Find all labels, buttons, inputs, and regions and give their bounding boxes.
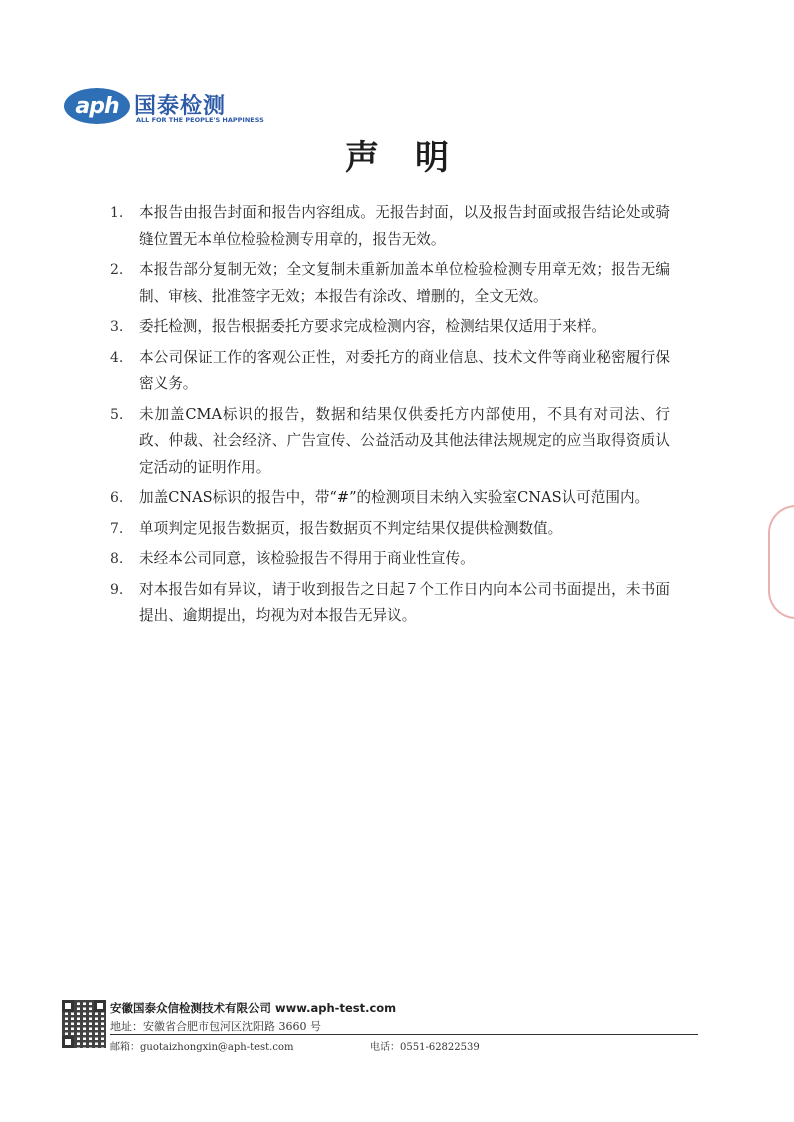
- list-item: [110, 257, 670, 310]
- item-number: 6.: [110, 490, 124, 506]
- item-number: 4.: [110, 349, 124, 366]
- item-number: 8.: [110, 551, 124, 567]
- list-item: [110, 546, 670, 573]
- item-number: 3.: [110, 319, 124, 335]
- item-number: 1.: [110, 205, 124, 221]
- item-text: 未经本公司同意，该检验报告不得用于商业性宣传。: [139, 550, 475, 567]
- item-text: 单项判定见报告数据页，报告数据页不判定结果仅提供检测数值。: [139, 519, 563, 537]
- footer-email: 邮箱：guotaizhongxin@aph-test.com: [110, 1042, 294, 1053]
- footer: [62, 998, 702, 1058]
- page-title: 声明: [345, 138, 485, 178]
- item-text: 加盖CNAS标识的报告中，带“#”的检测项目未纳入实验室CNAS认可范围内。: [139, 489, 650, 506]
- declaration-list: [110, 200, 670, 634]
- company-logo: [64, 88, 284, 128]
- qr-code: [62, 1000, 106, 1048]
- item-number: 9.: [110, 581, 124, 598]
- item-text: 本报告由报告封面和报告内容组成。无报告封面，以及报告封面或报告结论处或骑缝位置无本单位检验检测专用章的，报告无效。: [139, 204, 670, 248]
- logo-slogan: ALL FOR THE PEOPLE'S HAPPINESS: [136, 116, 264, 124]
- item-text: 本报告部分复制无效；全文复制未重新加盖本单位检验检测专用章无效；报告无编制、审核、批准签字无效；本报告有涂改、增删的，全文无效。: [139, 261, 670, 305]
- footer-address: 地址：安徽省合肥市包河区沈阳路 3660 号: [110, 1020, 321, 1033]
- item-number: 2.: [110, 262, 124, 278]
- list-item: [110, 200, 670, 253]
- item-text: 委托检测，报告根据委托方要求完成检测内容，检测结果仅适用于来样。: [139, 318, 607, 335]
- item-text: 对本报告如有异议，请于收到报告之日起７个工作日内向本公司书面提出，未书面提出、逾期提出，均视为对本报告无异议。: [139, 580, 670, 624]
- list-item: [110, 314, 670, 341]
- list-item: [110, 516, 670, 543]
- list-item: [110, 485, 670, 512]
- seal-stamp-edge: [768, 505, 794, 619]
- list-item: [110, 345, 670, 398]
- list-item: [110, 402, 670, 482]
- list-item: [110, 577, 670, 630]
- item-number: 7.: [110, 520, 124, 537]
- logo-mark: aph: [64, 88, 130, 124]
- item-text: 未加盖CMA标识的报告，数据和结果仅供委托方内部使用，不具有对司法、行政、仲裁、社会经济、广告宣传、公益活动及其他法律法规规定的应当取得资质认定活动的证明作用。: [139, 405, 670, 476]
- logo-name: 国泰检测: [134, 94, 227, 119]
- item-text: 本公司保证工作的客观公正性，对委托方的商业信息、技术文件等商业秘密履行保密义务。: [139, 348, 670, 392]
- footer-company: 安徽国泰众信检测技术有限公司 www.aph-test.com: [110, 1001, 397, 1015]
- item-number: 5.: [110, 406, 124, 423]
- footer-divider: [110, 1034, 698, 1035]
- footer-phone: 电话：0551-62822539: [370, 1042, 480, 1053]
